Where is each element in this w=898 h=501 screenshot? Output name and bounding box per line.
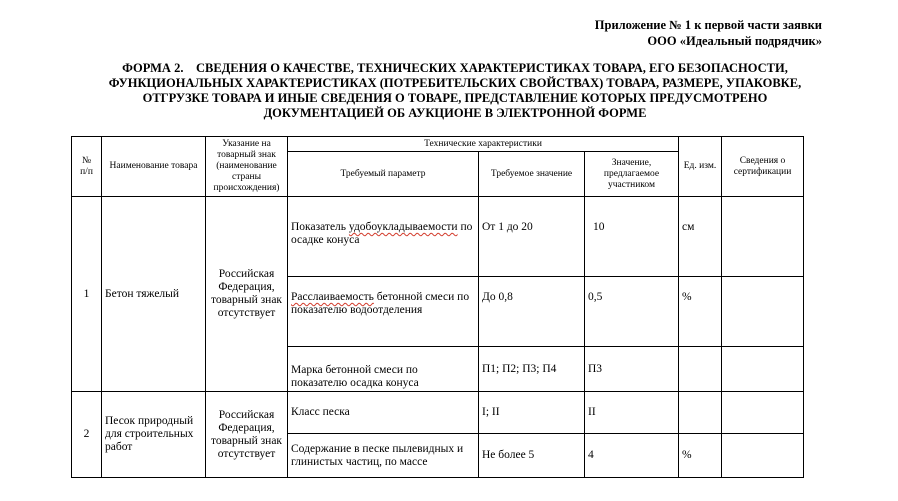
param-cell xyxy=(288,197,479,277)
offered-value: 10 xyxy=(585,197,679,277)
header-num-line-1: № xyxy=(81,155,92,166)
form-title-line-3: ОТГРУЗКЕ ТОВАРА И ИНЫЕ СВЕДЕНИЯ О ТОВАРЕ, ПРЕДСТАВЛЕНИЕ КОТОРЫХ ПРЕДУСМОТРЕНО xyxy=(142,91,768,105)
param-text: бетонной смеси по показателю водоотделения xyxy=(291,291,470,316)
required-value: П1; П2; П3; П4 xyxy=(479,347,585,392)
param-cell: Содержание в песке пылевидных и глинистых частиц, по массе xyxy=(288,434,479,478)
cert-value xyxy=(722,277,804,347)
param-spell-word: удобоукладываемости xyxy=(348,221,458,233)
required-value: Не более 5 xyxy=(479,434,585,478)
form-title xyxy=(60,61,850,121)
required-value: I; II xyxy=(479,392,585,434)
item-2-num: 2 xyxy=(72,392,102,478)
appendix-line-1: Приложение № 1 к первой части заявки xyxy=(594,18,822,32)
form-title-line-4: ДОКУМЕНТАЦИЕЙ ОБ АУКЦИОНЕ В ЭЛЕКТРОННОЙ ФОРМЕ xyxy=(263,106,647,120)
appendix-line-2: ООО «Идеальный подрядчик» xyxy=(647,34,822,48)
offered-value: II xyxy=(585,392,679,434)
unit-value: % xyxy=(679,434,722,478)
offered-value: 0,5 xyxy=(585,277,679,347)
unit-value xyxy=(679,347,722,392)
table-row xyxy=(72,197,804,277)
required-value: От 1 до 20 xyxy=(479,197,585,277)
header-tech-group: Технические характеристики xyxy=(288,137,679,152)
header-num xyxy=(72,137,102,197)
param-cell: Марка бетонной смеси по показателю осадка конуса xyxy=(288,347,479,392)
form-title-line-1: ФОРМА 2. СВЕДЕНИЯ О КАЧЕСТВЕ, ТЕХНИЧЕСКИХ ХАРАКТЕРИСТИКАХ ТОВАРА, ЕГО БЕЗОПАСНОСТИ, xyxy=(122,61,788,75)
offered-value: П3 xyxy=(585,347,679,392)
header-num-line-2: п/п xyxy=(80,166,93,177)
header-param: Требуемый параметр xyxy=(288,152,479,197)
param-cell: Класс песка xyxy=(288,392,479,434)
header-name: Наименование товара xyxy=(102,137,206,197)
appendix-header xyxy=(595,17,822,49)
cert-value xyxy=(722,347,804,392)
header-trademark: Указание на товарный знак (наименование страны происхождения) xyxy=(206,137,288,197)
param-text: Показатель xyxy=(291,221,349,233)
offered-value: 4 xyxy=(585,434,679,478)
item-1-name: Бетон тяжелый xyxy=(102,197,206,392)
unit-value: % xyxy=(679,277,722,347)
form-title-line-2: ФУНКЦИОНАЛЬНЫХ ХАРАКТЕРИСТИКАХ (ПОТРЕБИТЕЛЬСКИХ СВОЙСТВАХ) ТОВАРА, РАЗМЕРЕ, УПАКОВКЕ, xyxy=(108,76,802,90)
item-1-trademark: Российская Федерация, товарный знак отсутствует xyxy=(206,197,288,392)
header-cert: Сведения о сертификации xyxy=(722,137,804,197)
param-spell-word: Расслаиваемость xyxy=(291,291,374,303)
cert-value xyxy=(722,392,804,434)
header-required: Требуемое значение xyxy=(479,152,585,197)
specs-table xyxy=(71,136,804,478)
cert-value xyxy=(722,434,804,478)
cert-value xyxy=(722,197,804,277)
header-offered: Значение, предлагаемое участником xyxy=(585,152,679,197)
param-cell xyxy=(288,277,479,347)
item-2-trademark: Российская Федерация, товарный знак отсутствует xyxy=(206,392,288,478)
header-unit: Ед. изм. xyxy=(679,137,722,197)
item-1-num: 1 xyxy=(72,197,102,392)
item-2-name: Песок природный для строительных работ xyxy=(102,392,206,478)
unit-value: см xyxy=(679,197,722,277)
unit-value xyxy=(679,392,722,434)
table-row xyxy=(72,392,804,434)
required-value: До 0,8 xyxy=(479,277,585,347)
param-text: по осадке конуса xyxy=(291,221,473,246)
